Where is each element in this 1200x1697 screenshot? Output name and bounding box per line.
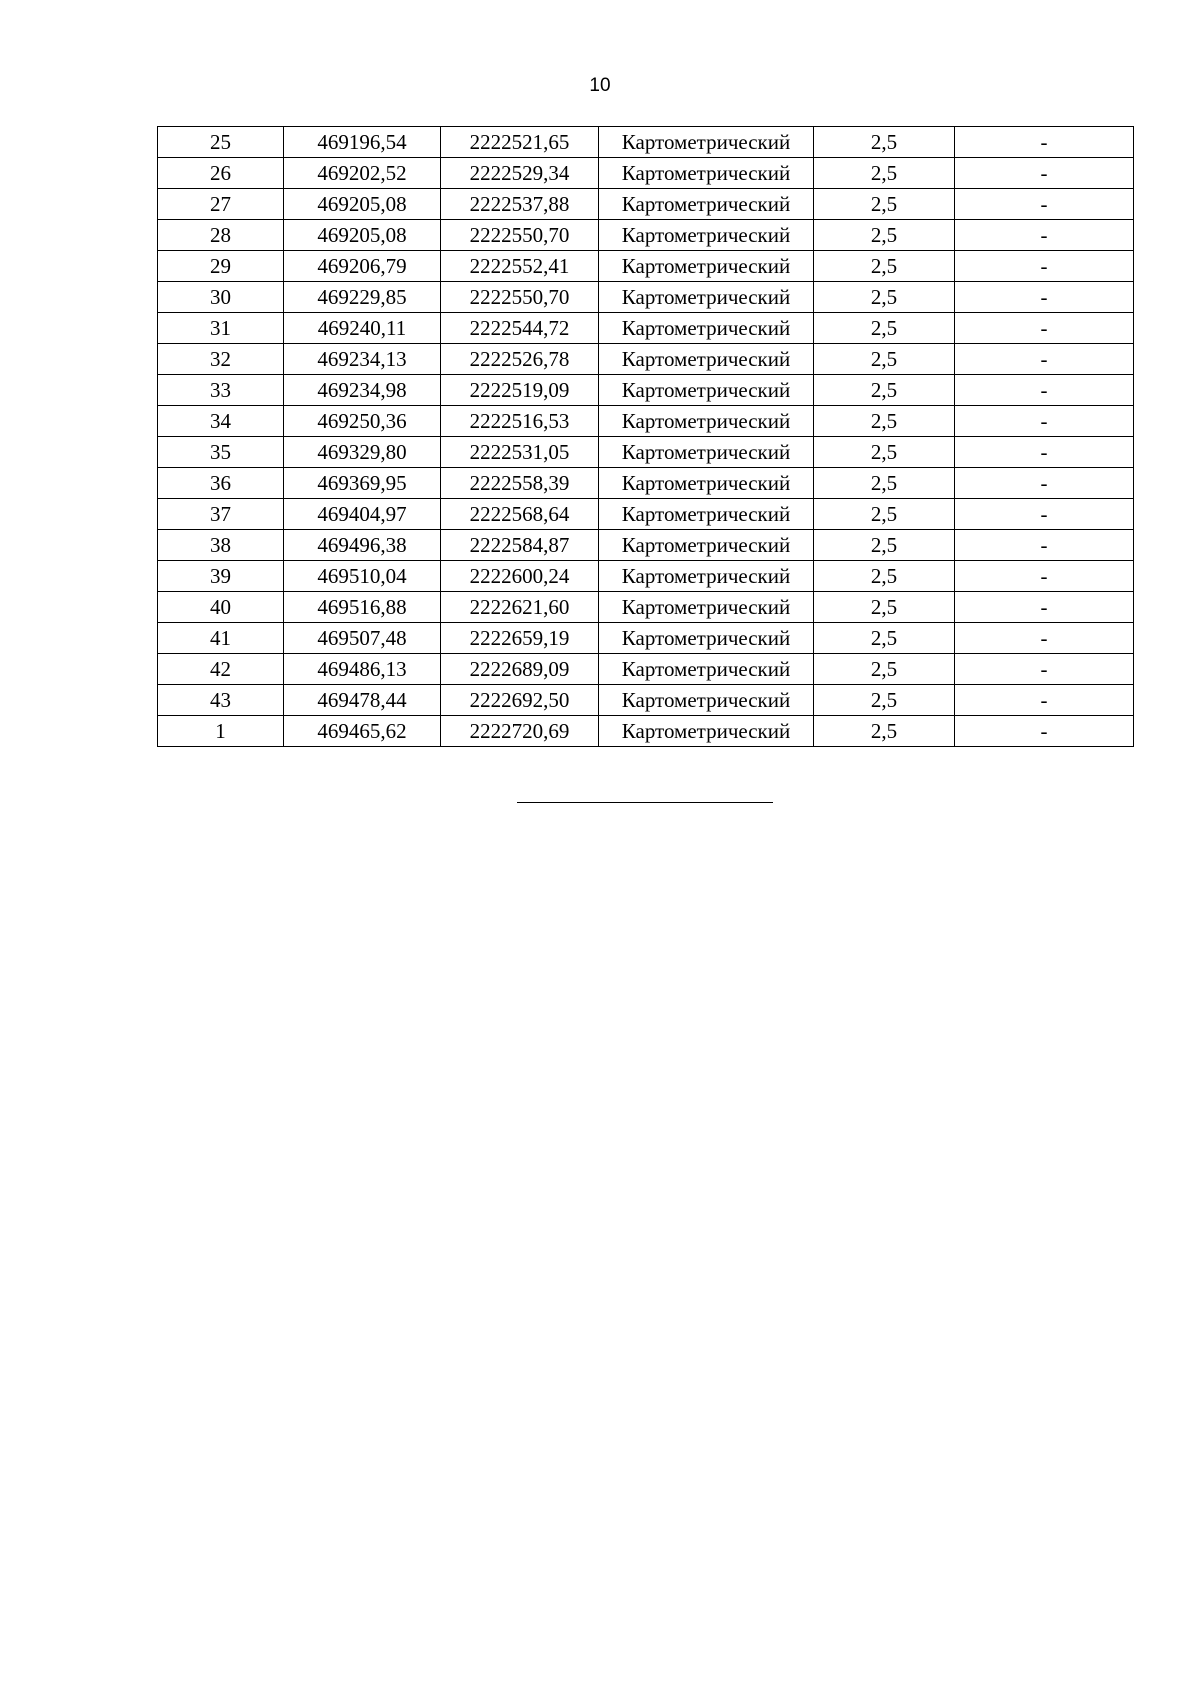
table-row xyxy=(158,189,1134,220)
accuracy-cell: 2,5 xyxy=(814,654,955,685)
y-coordinate-cell: 2222568,64 xyxy=(441,499,599,530)
method-cell: Картометрический xyxy=(599,437,814,468)
method-cell: Картометрический xyxy=(599,189,814,220)
accuracy-cell: 2,5 xyxy=(814,406,955,437)
method-cell: Картометрический xyxy=(599,251,814,282)
method-cell: Картометрический xyxy=(599,654,814,685)
description-cell: - xyxy=(955,375,1134,406)
table-row xyxy=(158,437,1134,468)
point-number-cell: 40 xyxy=(158,592,284,623)
y-coordinate-cell: 2222621,60 xyxy=(441,592,599,623)
point-number-cell: 1 xyxy=(158,716,284,747)
point-number-cell: 26 xyxy=(158,158,284,189)
description-cell: - xyxy=(955,623,1134,654)
description-cell: - xyxy=(955,499,1134,530)
y-coordinate-cell: 2222692,50 xyxy=(441,685,599,716)
method-cell: Картометрический xyxy=(599,468,814,499)
accuracy-cell: 2,5 xyxy=(814,127,955,158)
table-row xyxy=(158,716,1134,747)
x-coordinate-cell: 469510,04 xyxy=(284,561,441,592)
table-row xyxy=(158,127,1134,158)
accuracy-cell: 2,5 xyxy=(814,313,955,344)
accuracy-cell: 2,5 xyxy=(814,530,955,561)
y-coordinate-cell: 2222531,05 xyxy=(441,437,599,468)
description-cell: - xyxy=(955,437,1134,468)
method-cell: Картометрический xyxy=(599,406,814,437)
method-cell: Картометрический xyxy=(599,685,814,716)
y-coordinate-cell: 2222720,69 xyxy=(441,716,599,747)
point-number-cell: 42 xyxy=(158,654,284,685)
table-row xyxy=(158,623,1134,654)
x-coordinate-cell: 469229,85 xyxy=(284,282,441,313)
table-row xyxy=(158,220,1134,251)
accuracy-cell: 2,5 xyxy=(814,437,955,468)
x-coordinate-cell: 469240,11 xyxy=(284,313,441,344)
end-of-document-rule xyxy=(517,802,773,803)
table-row xyxy=(158,313,1134,344)
description-cell: - xyxy=(955,468,1134,499)
point-number-cell: 29 xyxy=(158,251,284,282)
y-coordinate-cell: 2222689,09 xyxy=(441,654,599,685)
table-row xyxy=(158,592,1134,623)
point-number-cell: 34 xyxy=(158,406,284,437)
x-coordinate-cell: 469329,80 xyxy=(284,437,441,468)
table-row xyxy=(158,654,1134,685)
table-row xyxy=(158,406,1134,437)
point-number-cell: 33 xyxy=(158,375,284,406)
page-number: 10 xyxy=(589,75,611,96)
y-coordinate-cell: 2222550,70 xyxy=(441,282,599,313)
x-coordinate-cell: 469507,48 xyxy=(284,623,441,654)
y-coordinate-cell: 2222529,34 xyxy=(441,158,599,189)
accuracy-cell: 2,5 xyxy=(814,158,955,189)
y-coordinate-cell: 2222516,53 xyxy=(441,406,599,437)
y-coordinate-cell: 2222659,19 xyxy=(441,623,599,654)
method-cell: Картометрический xyxy=(599,592,814,623)
description-cell: - xyxy=(955,592,1134,623)
description-cell: - xyxy=(955,406,1134,437)
point-number-cell: 28 xyxy=(158,220,284,251)
method-cell: Картометрический xyxy=(599,158,814,189)
accuracy-cell: 2,5 xyxy=(814,716,955,747)
description-cell: - xyxy=(955,220,1134,251)
y-coordinate-cell: 2222519,09 xyxy=(441,375,599,406)
y-coordinate-cell: 2222544,72 xyxy=(441,313,599,344)
x-coordinate-cell: 469234,98 xyxy=(284,375,441,406)
x-coordinate-cell: 469404,97 xyxy=(284,499,441,530)
y-coordinate-cell: 2222526,78 xyxy=(441,344,599,375)
method-cell: Картометрический xyxy=(599,499,814,530)
accuracy-cell: 2,5 xyxy=(814,375,955,406)
method-cell: Картометрический xyxy=(599,623,814,654)
y-coordinate-cell: 2222537,88 xyxy=(441,189,599,220)
point-number-cell: 35 xyxy=(158,437,284,468)
x-coordinate-cell: 469465,62 xyxy=(284,716,441,747)
point-number-cell: 30 xyxy=(158,282,284,313)
accuracy-cell: 2,5 xyxy=(814,592,955,623)
method-cell: Картометрический xyxy=(599,344,814,375)
method-cell: Картометрический xyxy=(599,220,814,251)
x-coordinate-cell: 469196,54 xyxy=(284,127,441,158)
description-cell: - xyxy=(955,313,1134,344)
method-cell: Картометрический xyxy=(599,375,814,406)
x-coordinate-cell: 469496,38 xyxy=(284,530,441,561)
description-cell: - xyxy=(955,654,1134,685)
y-coordinate-cell: 2222552,41 xyxy=(441,251,599,282)
accuracy-cell: 2,5 xyxy=(814,220,955,251)
y-coordinate-cell: 2222521,65 xyxy=(441,127,599,158)
x-coordinate-cell: 469478,44 xyxy=(284,685,441,716)
accuracy-cell: 2,5 xyxy=(814,561,955,592)
x-coordinate-cell: 469369,95 xyxy=(284,468,441,499)
method-cell: Картометрический xyxy=(599,282,814,313)
point-number-cell: 36 xyxy=(158,468,284,499)
point-number-cell: 37 xyxy=(158,499,284,530)
point-number-cell: 41 xyxy=(158,623,284,654)
method-cell: Картометрический xyxy=(599,716,814,747)
accuracy-cell: 2,5 xyxy=(814,468,955,499)
y-coordinate-cell: 2222600,24 xyxy=(441,561,599,592)
x-coordinate-cell: 469205,08 xyxy=(284,189,441,220)
accuracy-cell: 2,5 xyxy=(814,344,955,375)
point-number-cell: 31 xyxy=(158,313,284,344)
coordinates-table xyxy=(157,126,1134,747)
description-cell: - xyxy=(955,561,1134,592)
x-coordinate-cell: 469516,88 xyxy=(284,592,441,623)
description-cell: - xyxy=(955,127,1134,158)
x-coordinate-cell: 469486,13 xyxy=(284,654,441,685)
description-cell: - xyxy=(955,251,1134,282)
point-number-cell: 38 xyxy=(158,530,284,561)
accuracy-cell: 2,5 xyxy=(814,623,955,654)
point-number-cell: 25 xyxy=(158,127,284,158)
method-cell: Картометрический xyxy=(599,313,814,344)
method-cell: Картометрический xyxy=(599,561,814,592)
x-coordinate-cell: 469206,79 xyxy=(284,251,441,282)
point-number-cell: 27 xyxy=(158,189,284,220)
table-body xyxy=(158,127,1134,747)
accuracy-cell: 2,5 xyxy=(814,499,955,530)
point-number-cell: 39 xyxy=(158,561,284,592)
table-row xyxy=(158,375,1134,406)
x-coordinate-cell: 469234,13 xyxy=(284,344,441,375)
x-coordinate-cell: 469205,08 xyxy=(284,220,441,251)
x-coordinate-cell: 469202,52 xyxy=(284,158,441,189)
y-coordinate-cell: 2222550,70 xyxy=(441,220,599,251)
table-row xyxy=(158,344,1134,375)
description-cell: - xyxy=(955,282,1134,313)
description-cell: - xyxy=(955,716,1134,747)
description-cell: - xyxy=(955,530,1134,561)
table-row xyxy=(158,561,1134,592)
table-row xyxy=(158,158,1134,189)
method-cell: Картометрический xyxy=(599,530,814,561)
description-cell: - xyxy=(955,344,1134,375)
description-cell: - xyxy=(955,158,1134,189)
accuracy-cell: 2,5 xyxy=(814,685,955,716)
point-number-cell: 32 xyxy=(158,344,284,375)
table-row xyxy=(158,499,1134,530)
accuracy-cell: 2,5 xyxy=(814,282,955,313)
table-row xyxy=(158,685,1134,716)
table-row xyxy=(158,282,1134,313)
method-cell: Картометрический xyxy=(599,127,814,158)
table-row xyxy=(158,468,1134,499)
table-row xyxy=(158,251,1134,282)
accuracy-cell: 2,5 xyxy=(814,189,955,220)
point-number-cell: 43 xyxy=(158,685,284,716)
table-row xyxy=(158,530,1134,561)
x-coordinate-cell: 469250,36 xyxy=(284,406,441,437)
accuracy-cell: 2,5 xyxy=(814,251,955,282)
description-cell: - xyxy=(955,189,1134,220)
y-coordinate-cell: 2222584,87 xyxy=(441,530,599,561)
y-coordinate-cell: 2222558,39 xyxy=(441,468,599,499)
description-cell: - xyxy=(955,685,1134,716)
